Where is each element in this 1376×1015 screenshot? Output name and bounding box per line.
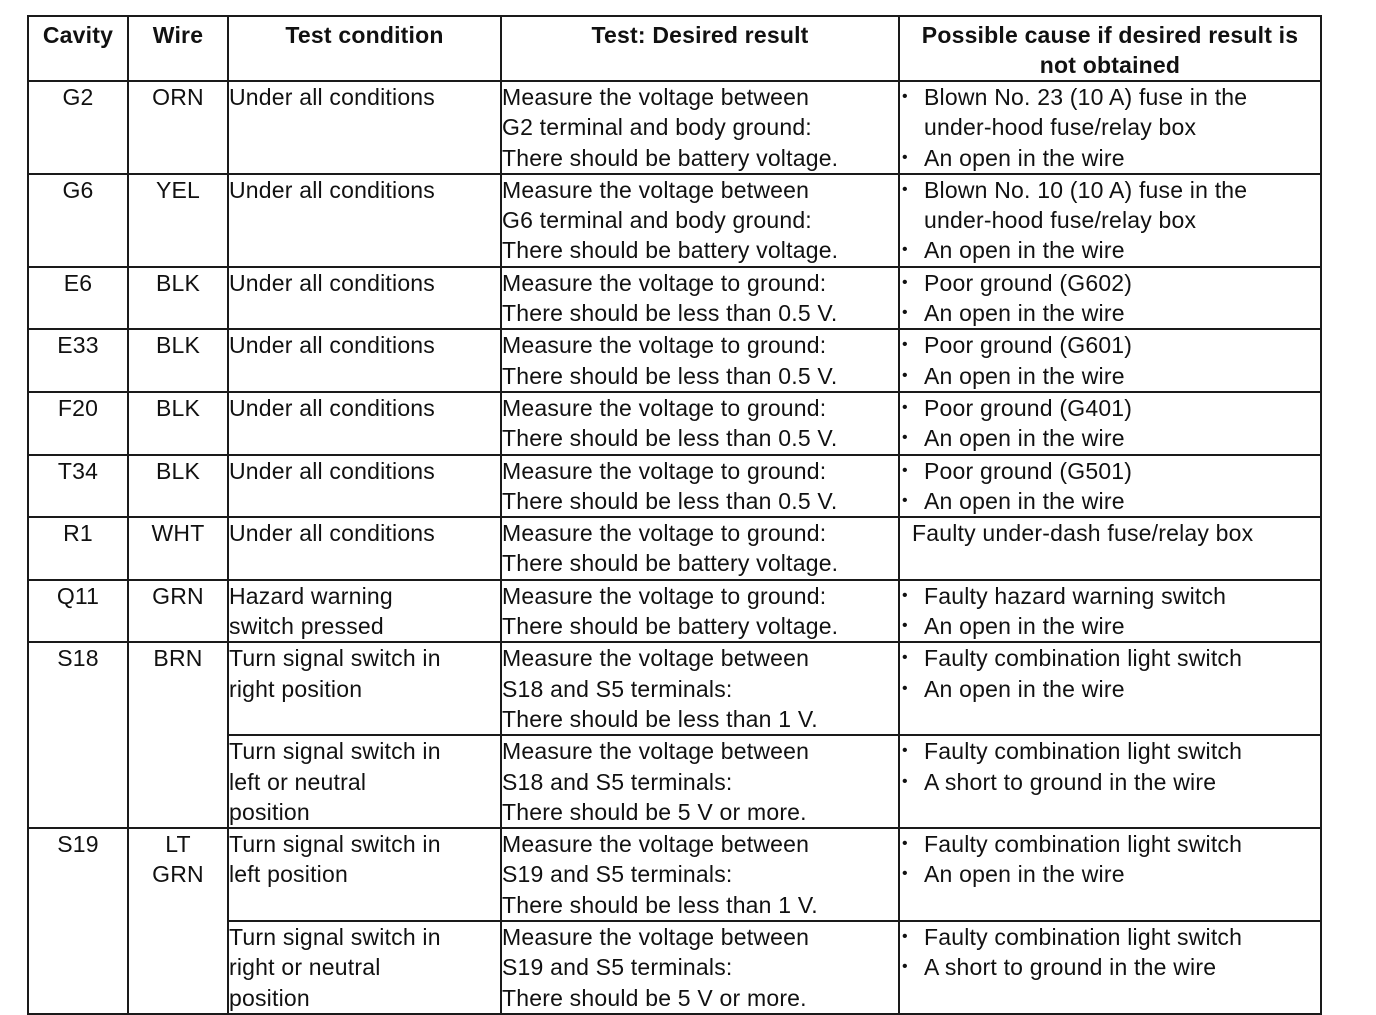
result-line: Measure the voltage to ground: xyxy=(502,582,827,609)
cavity-cell: S19 xyxy=(28,828,128,1014)
result-line: Measure the voltage to ground: xyxy=(502,269,827,296)
cause-text: Poor ground (G601) xyxy=(924,332,1133,359)
cavity-cell: E6 xyxy=(28,267,128,330)
condition-cell xyxy=(228,455,501,518)
result-line: S19 and S5 terminals: xyxy=(502,861,733,888)
cause-item xyxy=(900,922,1320,952)
header-condition: Test condition xyxy=(228,16,501,81)
condition-line: Under all conditions xyxy=(229,394,436,421)
result-line: There should be less than 0.5 V. xyxy=(502,362,838,389)
bullet-icon: • xyxy=(902,398,908,416)
cause-cell xyxy=(899,580,1321,643)
bullet-icon: • xyxy=(902,148,908,166)
cause-text: An open in the wire xyxy=(924,613,1125,640)
cause-list xyxy=(900,829,1320,890)
cause-text: Faulty under-dash fuse/relay box xyxy=(912,520,1254,547)
table-row xyxy=(28,642,1321,735)
result-line: G2 terminal and body ground: xyxy=(502,114,812,141)
cause-cell xyxy=(899,392,1321,455)
table-body xyxy=(28,81,1321,1014)
result-line: S18 and S5 terminals: xyxy=(502,768,733,795)
cavity-cell: G6 xyxy=(28,174,128,267)
result-line: There should be battery voltage. xyxy=(502,613,839,640)
condition-line: switch pressed xyxy=(229,613,384,640)
condition-cell xyxy=(228,174,501,267)
cause-item xyxy=(900,456,1320,486)
cause-item xyxy=(900,393,1320,423)
result-line: Measure the voltage between xyxy=(502,831,810,858)
result-line: There should be 5 V or more. xyxy=(502,798,807,825)
cause-item xyxy=(900,235,1320,265)
cause-text: An open in the wire xyxy=(924,425,1125,452)
result-cell xyxy=(501,642,899,735)
result-line: There should be battery voltage. xyxy=(502,144,839,171)
result-line: Measure the voltage to ground: xyxy=(502,457,827,484)
condition-cell xyxy=(228,81,501,174)
condition-line: position xyxy=(229,984,310,1011)
bullet-icon: • xyxy=(902,617,908,635)
result-cell xyxy=(501,735,899,828)
bullet-icon: • xyxy=(902,429,908,447)
wire-cell: BLK xyxy=(128,392,228,455)
result-cell xyxy=(501,921,899,1014)
header-wire: Wire xyxy=(128,16,228,81)
condition-line: right or neutral xyxy=(229,954,381,981)
cause-text: A short to ground in the wire xyxy=(924,954,1217,981)
table-row xyxy=(28,81,1321,174)
cause-item xyxy=(900,330,1320,360)
cause-text: An open in the wire xyxy=(924,675,1125,702)
table-row xyxy=(28,174,1321,267)
bullet-icon: • xyxy=(902,304,908,322)
cause-text: An open in the wire xyxy=(924,362,1125,389)
result-line: There should be battery voltage. xyxy=(502,550,839,577)
cause-text: Faulty hazard warning switch xyxy=(924,582,1227,609)
cause-item xyxy=(900,423,1320,453)
result-line: Measure the voltage to ground: xyxy=(502,520,827,547)
cause-cell xyxy=(899,174,1321,267)
wire-line: GRN xyxy=(152,861,204,888)
cause-text: An open in the wire xyxy=(924,144,1125,171)
table-row xyxy=(28,517,1321,580)
cause-list xyxy=(900,268,1320,329)
header-result: Test: Desired result xyxy=(501,16,899,81)
result-cell xyxy=(501,828,899,921)
condition-line: Under all conditions xyxy=(229,84,436,110)
condition-line: Turn signal switch in xyxy=(229,738,441,765)
cause-text: Faulty combination light switch xyxy=(924,738,1243,765)
condition-line: Under all conditions xyxy=(229,269,436,296)
result-line: Measure the voltage between xyxy=(502,645,810,672)
condition-cell xyxy=(228,267,501,330)
cause-cell xyxy=(899,735,1321,828)
cause-item xyxy=(900,859,1320,889)
bullet-icon: • xyxy=(902,336,908,354)
result-cell xyxy=(501,455,899,518)
cavity-cell: S18 xyxy=(28,642,128,828)
result-line: Measure the voltage between xyxy=(502,176,810,203)
result-line: There should be less than 0.5 V. xyxy=(502,425,838,452)
result-cell xyxy=(501,81,899,174)
cause-item xyxy=(900,268,1320,298)
cause-cell xyxy=(899,81,1321,174)
cause-cell xyxy=(899,267,1321,330)
wire-cell xyxy=(128,828,228,1014)
cause-cell xyxy=(899,517,1321,580)
condition-line: Hazard warning xyxy=(229,582,393,609)
wire-cell: YEL xyxy=(128,174,228,267)
condition-cell xyxy=(228,735,501,828)
condition-cell xyxy=(228,392,501,455)
bullet-icon: • xyxy=(902,958,908,976)
cavity-cell: Q11 xyxy=(28,580,128,643)
result-cell xyxy=(501,267,899,330)
result-line: G6 terminal and body ground: xyxy=(502,207,812,234)
result-line: S18 and S5 terminals: xyxy=(502,675,733,702)
cavity-cell: T34 xyxy=(28,455,128,518)
cause-text: Blown No. 10 (10 A) fuse in the under-hood fuse/relay box xyxy=(924,176,1248,234)
cause-list xyxy=(900,581,1320,642)
header-cause: Possible cause if desired result is not obtained xyxy=(899,16,1321,81)
wire-cell: GRN xyxy=(128,580,228,643)
result-cell xyxy=(501,174,899,267)
condition-cell xyxy=(228,329,501,392)
cause-text: An open in the wire xyxy=(924,300,1125,327)
condition-line: Turn signal switch in xyxy=(229,831,441,858)
table-row xyxy=(28,828,1321,921)
condition-line: left or neutral xyxy=(229,768,367,795)
cause-text: An open in the wire xyxy=(924,861,1125,888)
condition-line: position xyxy=(229,798,310,825)
table-row xyxy=(28,580,1321,643)
bullet-icon: • xyxy=(902,835,908,853)
wire-cell: BLK xyxy=(128,329,228,392)
result-line: S19 and S5 terminals: xyxy=(502,954,733,981)
bullet-icon: • xyxy=(902,649,908,667)
result-line: There should be battery voltage. xyxy=(502,237,839,264)
wire-cell: BLK xyxy=(128,455,228,518)
table-row xyxy=(28,392,1321,455)
wire-cell: ORN xyxy=(128,81,228,174)
bullet-icon: • xyxy=(902,772,908,790)
result-line: There should be less than 1 V. xyxy=(502,891,818,918)
result-line: Measure the voltage between xyxy=(502,738,810,765)
cause-list xyxy=(900,736,1320,797)
wire-cell xyxy=(128,642,228,828)
condition-line: Under all conditions xyxy=(229,176,436,203)
bullet-icon: • xyxy=(902,88,908,105)
cause-item xyxy=(900,736,1320,766)
cause-cell xyxy=(899,329,1321,392)
cause-item xyxy=(900,82,1320,143)
cause-text: Faulty combination light switch xyxy=(924,924,1243,951)
header-row xyxy=(28,16,1321,81)
cause-text: Poor ground (G602) xyxy=(924,269,1133,296)
cause-item xyxy=(900,581,1320,611)
bullet-icon: • xyxy=(902,366,908,384)
cause-text: Faulty combination light switch xyxy=(924,645,1243,672)
cause-item xyxy=(900,767,1320,797)
table-row xyxy=(28,329,1321,392)
table-row xyxy=(28,267,1321,330)
wire-cell: BLK xyxy=(128,267,228,330)
cause-text: Poor ground (G401) xyxy=(924,394,1133,421)
cause-item xyxy=(900,175,1320,236)
result-cell xyxy=(501,392,899,455)
cause-list xyxy=(900,393,1320,454)
cause-list xyxy=(900,456,1320,517)
cause-text: Faulty combination light switch xyxy=(924,831,1243,858)
bullet-icon: • xyxy=(902,273,908,291)
cause-item xyxy=(900,486,1320,516)
result-line: Measure the voltage to ground: xyxy=(502,332,827,359)
cause-item xyxy=(900,829,1320,859)
condition-line: Under all conditions xyxy=(229,457,436,484)
result-line: Measure the voltage between xyxy=(502,924,810,951)
cavity-cell: E33 xyxy=(28,329,128,392)
result-line: There should be less than 1 V. xyxy=(502,705,818,732)
result-line: There should be less than 0.5 V. xyxy=(502,300,838,327)
cause-text: Poor ground (G501) xyxy=(924,457,1133,484)
cause-text: An open in the wire xyxy=(924,237,1125,264)
condition-line: Turn signal switch in xyxy=(229,924,441,951)
condition-cell xyxy=(228,517,501,580)
cause-list xyxy=(900,82,1320,173)
header-cavity: Cavity xyxy=(28,16,128,81)
cause-cell xyxy=(899,828,1321,921)
cause-list xyxy=(900,922,1320,983)
result-line: There should be less than 0.5 V. xyxy=(502,487,838,514)
result-cell xyxy=(501,517,899,580)
condition-cell xyxy=(228,580,501,643)
cause-text: An open in the wire xyxy=(924,487,1125,514)
result-line: Measure the voltage between xyxy=(502,84,810,110)
cavity-cell: F20 xyxy=(28,392,128,455)
cause-list xyxy=(900,175,1320,266)
table-row xyxy=(28,455,1321,518)
result-line: There should be 5 V or more. xyxy=(502,984,807,1011)
condition-cell xyxy=(228,921,501,1014)
cause-item xyxy=(900,674,1320,704)
cavity-cell: R1 xyxy=(28,517,128,580)
condition-line: Under all conditions xyxy=(229,520,436,547)
bullet-icon: • xyxy=(902,461,908,479)
cause-item xyxy=(900,611,1320,641)
cavity-cell: G2 xyxy=(28,81,128,174)
cause-item xyxy=(900,643,1320,673)
bullet-icon: • xyxy=(902,586,908,604)
cause-text: A short to ground in the wire xyxy=(924,768,1217,795)
cause-item xyxy=(900,298,1320,328)
cause-item xyxy=(900,952,1320,982)
cause-item xyxy=(900,361,1320,391)
condition-line: Turn signal switch in xyxy=(229,645,441,672)
condition-line: right position xyxy=(229,675,363,702)
condition-cell xyxy=(228,642,501,735)
condition-cell xyxy=(228,828,501,921)
wire-line: LT xyxy=(165,831,191,858)
bullet-icon: • xyxy=(902,928,908,946)
cause-text: Blown No. 23 (10 A) fuse in the under-hood fuse/relay box xyxy=(924,84,1248,141)
result-cell xyxy=(501,580,899,643)
bullet-icon: • xyxy=(902,241,908,259)
cause-cell xyxy=(899,921,1321,1014)
bullet-icon: • xyxy=(902,491,908,509)
wire-cell: WHT xyxy=(128,517,228,580)
cause-cell xyxy=(899,642,1321,735)
diagnostic-table xyxy=(27,15,1322,1015)
result-cell xyxy=(501,329,899,392)
cause-list xyxy=(900,643,1320,704)
bullet-icon: • xyxy=(902,865,908,883)
wire-line: BRN xyxy=(153,645,203,672)
condition-line: left position xyxy=(229,861,348,888)
bullet-icon: • xyxy=(902,742,908,760)
cause-item xyxy=(900,143,1320,173)
condition-line: Under all conditions xyxy=(229,332,436,359)
bullet-icon: • xyxy=(902,679,908,697)
cause-cell xyxy=(899,455,1321,518)
bullet-icon: • xyxy=(902,180,908,198)
cause-list xyxy=(900,330,1320,391)
result-line: Measure the voltage to ground: xyxy=(502,394,827,421)
